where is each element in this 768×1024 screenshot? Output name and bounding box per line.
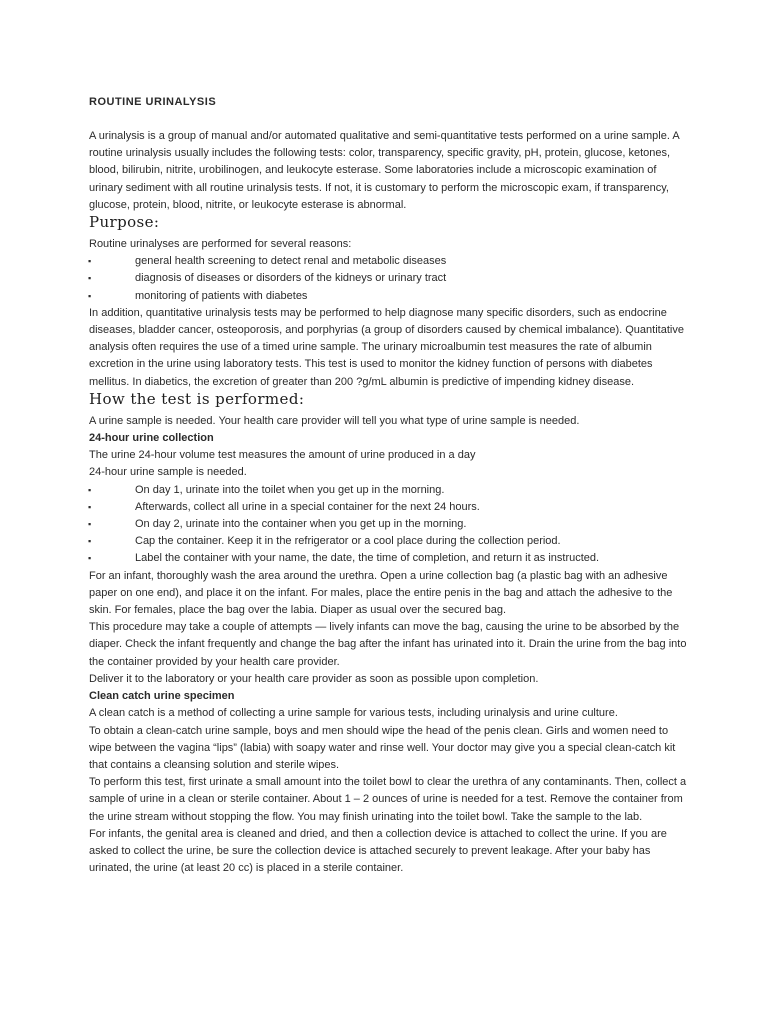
list-item-text: On day 2, urinate into the container when you get up in the morning. [135, 518, 467, 531]
intro-paragraph: A urinalysis is a group of manual and/or automated qualitative and semi-quantitative tests performed on a urine sample. A routine urinalysis usually includes the following tests: color, transparency, specific gravity, pH, protein, glucose, ketones, blood, bilirubin, nitrite, urobilinogen, and leukocyte esterase. Some laboratories include a microscopic examination of urinary sediment with all routine urinalysis tests. If not, it is customary to perform the microscopic exam, if transparency, glucose, protein, blood, nitrite, or leukocyte esterase is abnormal. [89, 130, 680, 211]
list-item [89, 288, 689, 305]
list-item-text: monitoring of patients with diabetes [135, 289, 308, 302]
infant-paragraph: For an infant, thoroughly wash the area around the urethra. Open a urine collection bag (a plastic bag with an adhesive paper on one end), and place it on the infant. For males, place the entire penis in the bag and attach the adhesive to the skin. For females, place the bag over the labia. Diaper as usual over the secured bag. [89, 569, 673, 617]
bullet-icon: ▪ [88, 501, 92, 512]
collection-line: 24-hour urine sample is needed. [89, 466, 247, 479]
collection-steps-list [89, 482, 689, 568]
list-item [89, 270, 689, 287]
deliver-paragraph: Deliver it to the laboratory or your health care provider as soon as possible upon completion. [89, 672, 539, 685]
list-item-text: On day 1, urinate into the toilet when you get up in the morning. [135, 483, 445, 496]
list-item [89, 516, 689, 533]
document-body [89, 94, 689, 877]
bullet-icon: ▪ [88, 256, 92, 267]
clean-catch-paragraph: A clean catch is a method of collecting a urine sample for various tests, including urinalysis and urine culture. [89, 707, 618, 720]
bullet-icon: ▪ [88, 536, 92, 547]
list-item [89, 499, 689, 516]
how-lead: A urine sample is needed. Your health care provider will tell you what type of urine sample is needed. [89, 414, 580, 427]
bullet-icon: ▪ [88, 519, 92, 530]
list-item-text: general health screening to detect renal and metabolic diseases [135, 255, 447, 268]
list-item-text: Label the container with your name, the date, the time of completion, and return it as instructed. [135, 552, 600, 565]
purpose-body: In addition, quantitative urinalysis tests may be performed to help diagnose many specific disorders, such as endocrine diseases, bladder cancer, osteoporosis, and porphyrias (a group of disorders caused by chemical imbalance). Quantitative analysis often requires the use of a timed urine sample. The urinary microalbumin test measures the rate of albumin excretion in the urine using laboratory tests. This test is used to monitor the kidney function of persons with diabetes mellitus. In diabetics, the excretion of greater than 200 ?g/mL albumin is predictive of impending kidney disease. [89, 306, 684, 388]
how-heading: How the test is performed: [89, 389, 305, 408]
purpose-list [89, 253, 689, 305]
collection-line: The urine 24-hour volume test measures the amount of urine produced in a day [89, 449, 476, 462]
list-item [89, 253, 689, 270]
list-item [89, 482, 689, 499]
clean-catch-paragraph: To obtain a clean-catch urine sample, boys and men should wipe the head of the penis clean. Girls and women need to wipe between the vagina “lips” (labia) with soapy water and rinse well. Your doctor may give you a special clean-catch kit that contains a cleansing solution and sterile wipes. [89, 724, 676, 771]
clean-catch-paragraph: For infants, the genital area is cleaned and dried, and then a collection device is attached to collect the urine. If you are asked to collect the urine, be sure the collection device is attached securely to prevent leakage. After your baby has urinated, the urine (at least 20 cc) is placed in a sterile container. [89, 827, 667, 875]
collection-heading: 24-hour urine collection [89, 432, 214, 445]
purpose-lead: Routine urinalyses are performed for several reasons: [89, 238, 352, 251]
list-item-text: Cap the container. Keep it in the refrigerator or a cool place during the collection period. [135, 535, 561, 548]
bullet-icon: ▪ [88, 290, 92, 301]
clean-catch-heading: Clean catch urine specimen [89, 690, 235, 703]
list-item-text: Afterwards, collect all urine in a special container for the next 24 hours. [135, 500, 480, 513]
list-item [89, 533, 689, 550]
clean-catch-paragraph: To perform this test, first urinate a small amount into the toilet bowl to clear the urethra of any contaminants. Then, collect a sample of urine in a clean or sterile container. About 1 – 2 ounces of urine is needed for a test. Remove the container from the urine stream without stopping the flow. You may finish urinating into the toilet bowl. Take the sample to the lab. [89, 776, 687, 823]
list-item [89, 550, 689, 567]
bullet-icon: ▪ [88, 553, 92, 564]
infant-paragraph: This procedure may take a couple of attempts — lively infants can move the bag, causing the urine to be absorbed by the diaper. Check the infant frequently and change the bag after the infant has urinated into it. Drain the urine from the bag into the container provided by your health care provider. [89, 621, 687, 668]
bullet-icon: ▪ [88, 484, 92, 495]
bullet-icon: ▪ [88, 273, 92, 284]
page-title: ROUTINE URINALYSIS [89, 96, 217, 108]
list-item-text: diagnosis of diseases or disorders of the kidneys or urinary tract [135, 272, 447, 285]
purpose-heading: Purpose: [89, 213, 160, 232]
